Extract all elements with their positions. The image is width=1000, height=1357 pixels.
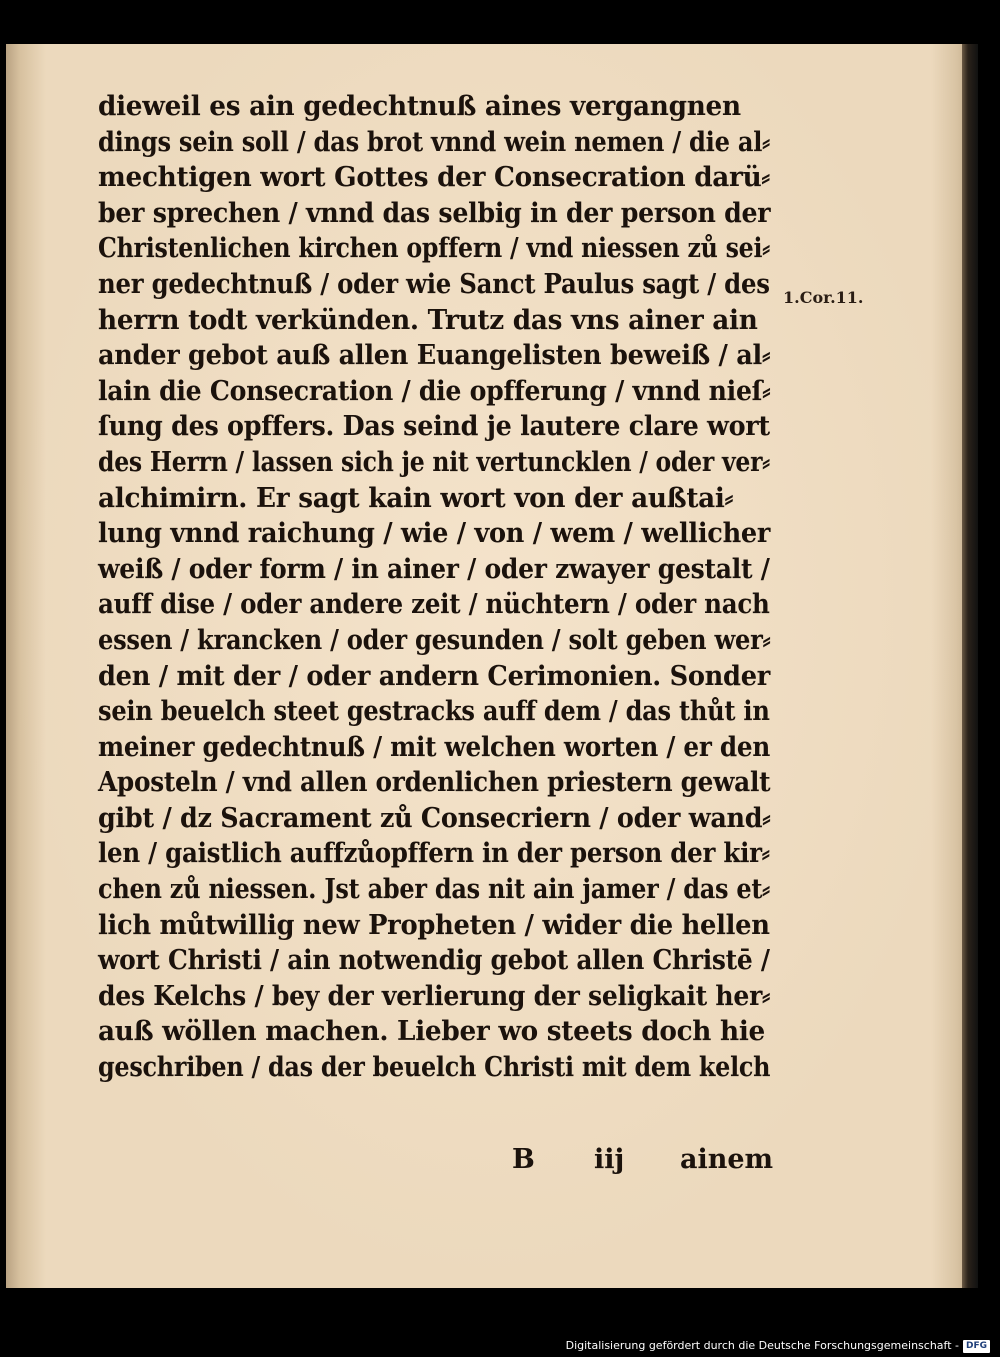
signature-number: iij [594,1144,625,1175]
text-line: weiß / oder form / in ainer / oder zwayer gestalt / [98,553,770,585]
text-line: len / gaistlich auffzůopffern in der person der kir⸗ [98,838,770,870]
text-line: lich můtwillig new Propheten / wider die hellen [98,909,770,941]
text-line: geschriben / das der beuelch Christi mit dem kelch [98,1052,771,1084]
margin-note: 1.Cor.11. [783,288,864,307]
text-line: sein beuelch steet gestracks auff dem / das thůt in [98,696,770,728]
footer-text: Digitalisierung gefördert durch die Deutsche Forschungsgemeinschaft - [565,1339,959,1352]
text-line: ſung des opffers. Das seind je lautere clare wort [98,411,770,443]
text-line: essen / krancken / oder gesunden / solt geben wer⸗ [98,624,771,656]
text-line: ber sprechen / vnnd das selbig in der person der [98,197,771,229]
text-line: mechtigen wort Gottes der Consecration darü⸗ [98,162,770,194]
text-line: Christenlichen kirchen opffern / vnd niessen zů sei⸗ [98,233,770,265]
catchword: ainem [680,1144,774,1175]
text-line: dieweil es ain gedechtnuß aines vergangnen [98,91,741,122]
text-line: meiner gedechtnuß / mit welchen worten / er den [98,731,771,763]
text-line: gibt / dz Sacrament zů Consecriern / oder wand⸗ [98,802,771,834]
text-line: chen zů niessen. Jst aber das nit ain jamer / das et⸗ [98,874,770,906]
signature-mark: B [512,1144,535,1175]
text-line: des Herrn / lassen sich je nit vertuncklen / oder ver⸗ [98,446,770,478]
text-line: wort Christi / ain notwendig gebot allen Christē / [98,945,770,977]
text-line: des Kelchs / bey der verlierung der seligkait her⸗ [98,980,771,1012]
text-line: auß wöllen machen. Lieber wo steets doch hie [98,1016,765,1048]
dfg-logo[interactable]: DFG [963,1340,990,1353]
text-line: lung vnnd raichung / wie / von / wem / wellicher [98,518,771,550]
text-line: dings sein soll / das brot vnnd wein nemen / die al⸗ [98,126,770,158]
main-text-block [98,89,788,1086]
footer [566,1338,990,1354]
text-line: ander gebot auß allen Euangelisten beweiß / al⸗ [98,340,771,372]
signature-line [512,1142,772,1178]
text-line: lain die Consecration / die opfferung / vnnd nieſ⸗ [98,375,771,407]
text-line: den / mit der / oder andern Cerimonien. Sonder [98,660,770,692]
text-line: alchimirn. Er sagt kain wort von der außtai⸗ [98,482,734,514]
text-line: auff dise / oder andere zeit / nüchtern / oder nach [98,589,770,621]
text-line: herrn todt verkünden. Trutz das vns ainer ain [98,304,758,336]
page-edge-shadow [962,44,978,1288]
text-line: ner gedechtnuß / oder wie Sanct Paulus sagt / des [98,268,770,300]
text-line: Aposteln / vnd allen ordenlichen priestern gewalt [98,767,771,799]
